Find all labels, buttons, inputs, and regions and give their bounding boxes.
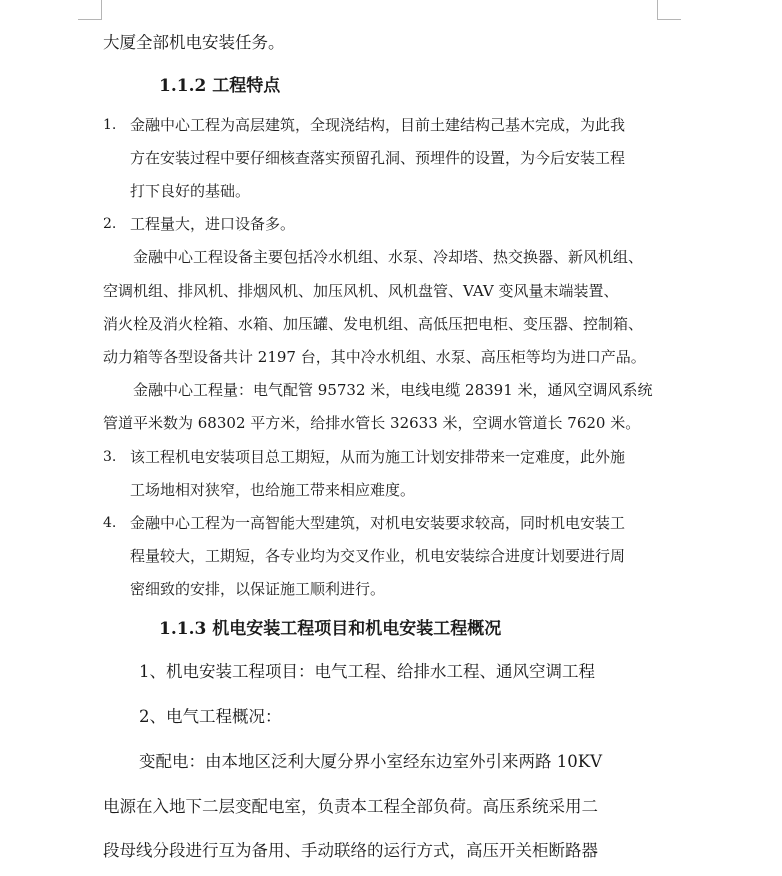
paragraph-line: 电源在入地下二层变配电室，负责本工程全部负荷。高压系统采用二 (103, 797, 598, 816)
paragraph-line: 金融中心工程量：电气配管 95732 米，电线电缆 28391 米，通风空调风系统 (133, 381, 653, 399)
list-item-line: 工场地相对狭窄，也给施工带来相应难度。 (130, 481, 416, 499)
crop-mark-right-horizontal (657, 19, 681, 20)
list-item-line: 方在安装过程中要仔细核查落实预留孔洞、预埋件的设置，为今后安装工程 (130, 149, 626, 167)
list-number: 4. (103, 515, 117, 531)
list-item-line: 金融中心工程为一高智能大型建筑，对机电安装要求较高，同时机电安装工 (130, 514, 626, 532)
list-item-line: 密细致的安排，以保证施工顺利进行。 (130, 580, 386, 598)
crop-mark-left-horizontal (78, 19, 102, 20)
section-heading-1-1-3: 1.1.3 机电安装工程项目和机电安装工程概况 (159, 619, 502, 639)
list-item-line: 工程量大，进口设备多。 (130, 215, 296, 233)
paragraph-line: 金融中心工程设备主要包括冷水机组、水泵、冷却塔、热交换器、新风机组、 (133, 248, 644, 266)
list-number: 2. (103, 216, 117, 232)
paragraph-line: 变配电：由本地区泛利大厦分界小室经东边室外引来两路 10KV (139, 752, 602, 771)
crop-mark-right-vertical (657, 0, 658, 20)
list-number: 1. (103, 117, 117, 133)
paragraph-line: 段母线分段进行互为备用、手动联络的运行方式，高压开关柜断路器 (103, 841, 598, 860)
paragraph-line: 管道平米数为 68302 平方米，给排水管长 32633 米，空调水管道长 7620 米。 (103, 414, 641, 432)
list-number: 3. (103, 449, 117, 465)
paragraph-line: 动力箱等各型设备共计 2197 台，其中冷水机组、水泵、高压柜等均为进口产品。 (103, 348, 646, 366)
list-item-line: 程量较大，工期短，各专业均为交叉作业，机电安装综合进度计划要进行周 (130, 547, 626, 565)
subsection-line: 1、机电安装工程项目：电气工程、给排水工程、通风空调工程 (139, 662, 595, 681)
section-heading-1-1-2: 1.1.2 工程特点 (159, 76, 281, 96)
paragraph-line: 消火栓及消火栓箱、水箱、加压罐、发电机组、高低压把电柜、变压器、控制箱、 (103, 315, 644, 333)
list-item-line: 该工程机电安装项目总工期短，从而为施工计划安排带来一定难度，此外施 (130, 448, 626, 466)
paragraph-line: 大厦全部机电安装任务。 (103, 33, 285, 52)
subsection-line: 2、电气工程概况： (139, 707, 282, 726)
list-item-line: 金融中心工程为高层建筑，全现浇结构，目前土建结构己基木完成，为此我 (130, 116, 626, 134)
crop-mark-left-vertical (101, 0, 102, 20)
paragraph-line: 空调机组、排风机、排烟风机、加压风机、风机盘管、VAV 变风量末端装置、 (103, 282, 619, 300)
list-item-line: 打下良好的基础。 (130, 182, 251, 200)
